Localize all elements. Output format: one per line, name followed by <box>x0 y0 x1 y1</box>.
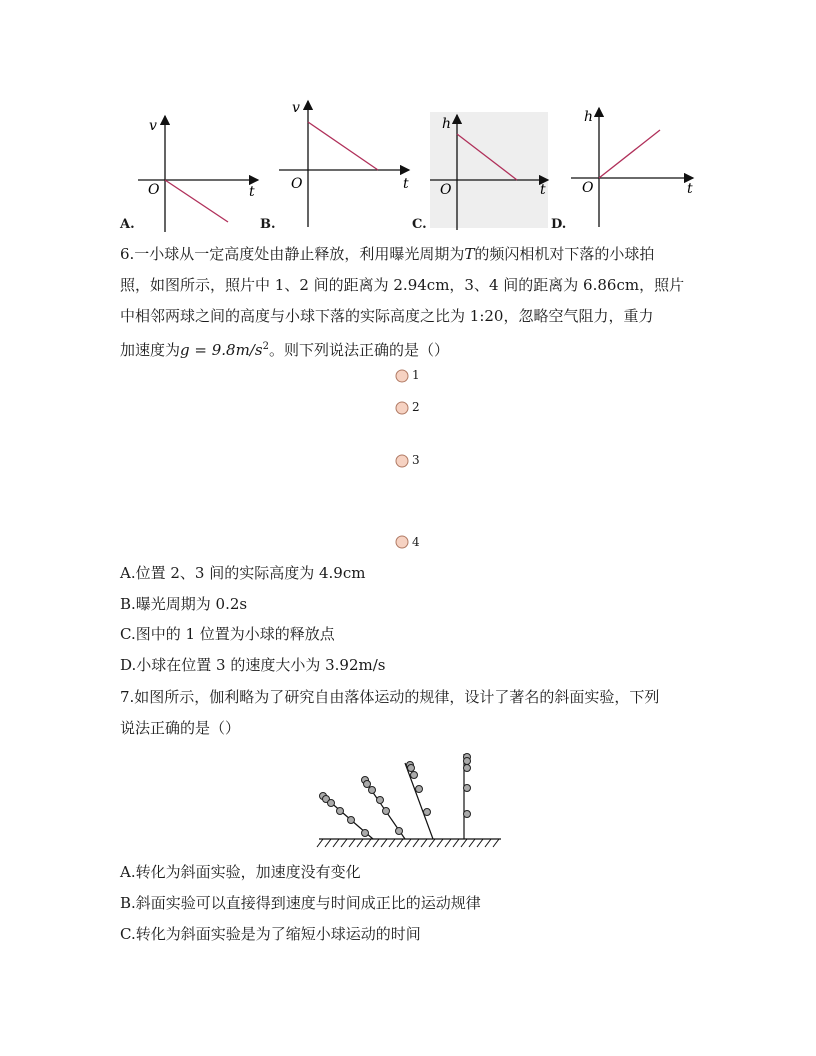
origin-label: O <box>582 180 594 196</box>
graph-a-label: A. <box>120 217 135 232</box>
q7-line-1: 7.如图所示，伽利略为了研究自由落体运动的规律，设计了著名的斜面实验，下列 <box>120 688 660 706</box>
y-axis-label: v <box>292 100 300 116</box>
q6-option-a: A.位置 2、3 间的实际高度为 4.9cm <box>120 564 366 582</box>
graph-c <box>428 112 550 232</box>
q7-line-2: 说法正确的是（） <box>120 719 241 737</box>
q7-option-b: B.斜面实验可以直接得到速度与时间成正比的运动规律 <box>120 894 481 912</box>
origin-label: O <box>440 182 452 198</box>
ground-hatching <box>317 839 499 847</box>
ball-label-1: 1 <box>412 368 420 382</box>
q6-option-b: B.曝光周期为 0.2s <box>120 595 248 613</box>
y-axis-label: h <box>442 116 452 132</box>
q6-line-4: 加速度为$g = 9.8m/s^2$。则下列说法正确的是（） <box>120 341 449 359</box>
x-axis-label: t <box>249 184 255 200</box>
graph-c-label: C. <box>412 217 427 232</box>
incline-3 <box>405 763 433 839</box>
q6-line-3: 中相邻两球之间的高度与小球下落的实际高度之比为 1:20，忽略空气阻力，重力 <box>120 307 654 325</box>
ball-2 <box>396 402 408 414</box>
q7-option-a: A.转化为斜面实验，加速度没有变化 <box>120 863 361 881</box>
x-axis-label: t <box>687 181 693 197</box>
q6-option-d: D.小球在位置 3 的速度大小为 3.92m/s <box>120 656 386 674</box>
graph-line <box>457 134 517 180</box>
ball-label-2: 2 <box>412 400 420 414</box>
origin-label: O <box>148 182 160 198</box>
graph-line <box>165 180 228 222</box>
ball-1 <box>396 370 408 382</box>
inclined-plane-figure <box>315 748 505 853</box>
graph-d <box>565 105 700 230</box>
origin-label: O <box>291 176 303 192</box>
graph-line <box>599 130 660 178</box>
x-axis-label: t <box>403 176 409 192</box>
gravity-exponent: 2 <box>262 341 269 352</box>
q6-line-1: 6.一小球从一定高度处由静止释放，利用曝光周期为T的频闪相机对下落的小球拍 <box>120 245 655 263</box>
x-axis-label: t <box>540 182 546 198</box>
y-axis-label: v <box>149 118 157 134</box>
period-symbol: T <box>464 245 475 263</box>
y-axis-label: h <box>584 109 594 125</box>
ball-label-4: 4 <box>412 535 420 549</box>
ball-4 <box>396 536 408 548</box>
graph-line <box>308 122 378 170</box>
q7-option-c: C.转化为斜面实验是为了缩短小球运动的时间 <box>120 925 421 943</box>
graph-a <box>120 110 260 235</box>
graph-d-label: D. <box>551 217 567 232</box>
graph-b <box>275 95 415 230</box>
gravity-expression: g = 9.8m/s <box>180 341 263 359</box>
q6-line-2: 照，如图所示，照片中 1、2 间的距离为 2.94cm，3、4 间的距离为 6.86cm，照片 <box>120 276 685 294</box>
ball-label-3: 3 <box>412 453 420 467</box>
graph-b-label: B. <box>260 217 276 232</box>
q6-option-c: C.图中的 1 位置为小球的释放点 <box>120 625 335 643</box>
ball-column <box>394 367 412 552</box>
ball-3 <box>396 455 408 467</box>
